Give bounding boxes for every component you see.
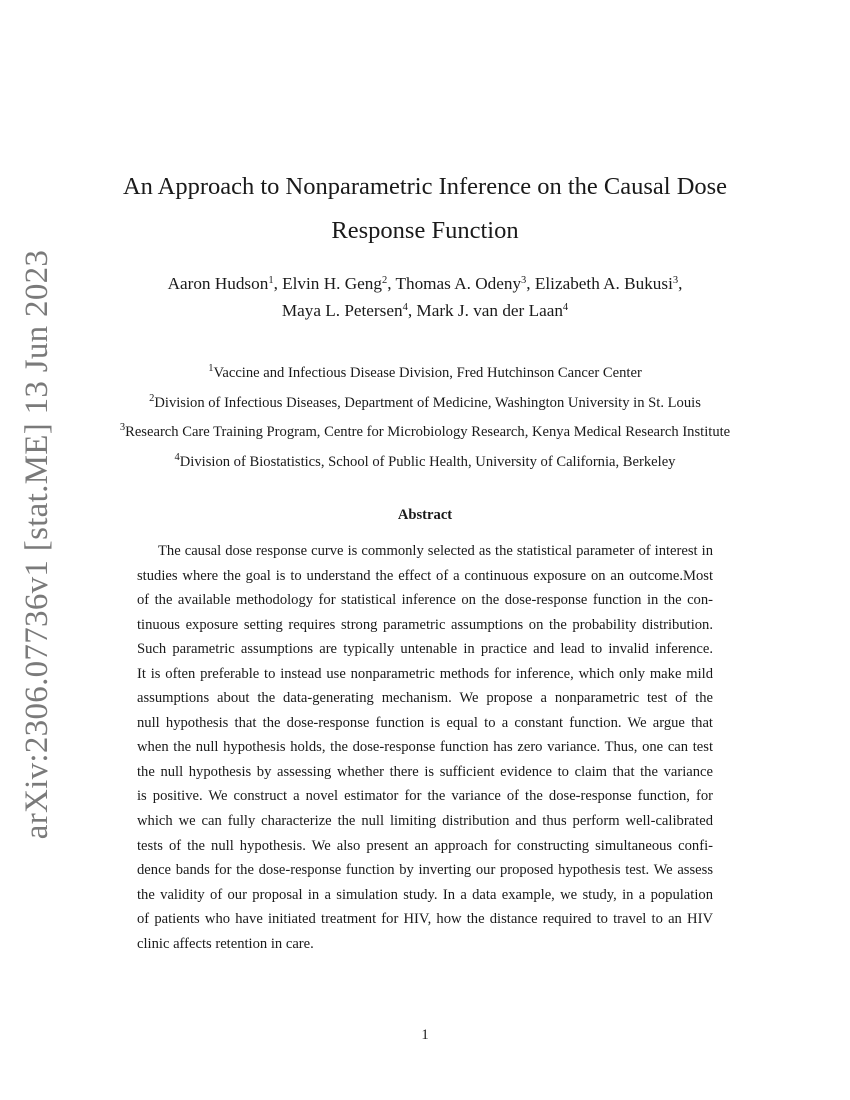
page-number: 1 [421, 1027, 429, 1043]
author-list [100, 270, 750, 324]
abstract-line: of the available methodology for statistical inference on the dose-response function in the con- [137, 592, 713, 609]
abstract-line: Such parametric assumptions are typically untenable in practice and lead to invalid inference. [137, 641, 713, 658]
author: Aaron Hudson$^1$, [167, 274, 283, 293]
title-line: An Approach to Nonparametric Inference on the Causal Dose [122, 173, 728, 200]
abstract-heading: Abstract [397, 507, 453, 523]
abstract-body [137, 539, 713, 956]
abstract-line: the null hypothesis by assessing whether there is sufficient evidence to claim that the variance [137, 763, 713, 780]
abstract-line: assumptions about the data-generating mechanism. We propose a nonparametric test of the [137, 690, 713, 707]
abstract-line: the validity of our proposal in a simulation study. In a data example, we study, in a population [137, 886, 713, 903]
abstract-line: of patients who have initiated treatment for HIV, how the distance required to travel to an HIV [137, 911, 713, 928]
author: Thomas A. Odeny$^3$, [395, 274, 535, 293]
abstract-line: which we can fully characterize the null limiting distribution and thus perform well-calibrated [137, 813, 713, 830]
author: Mark J. van der Laan$^4$ [416, 301, 569, 320]
abstract-line: studies where the goal is to understand the effect of a continuous exposure on an outcome.Most [137, 567, 713, 584]
abstract-line: tinuous exposure setting requires strong parametric assumptions on the probability distribution. [137, 616, 713, 633]
abstract-line: null hypothesis that the dose-response function is equal to a constant function. We argue that [137, 714, 713, 731]
affiliation: $^1$Vaccine and Infectious Disease Division, Fred Hutchinson Cancer Center [208, 363, 642, 381]
affiliation: $^2$Division of Infectious Diseases, Department of Medicine, Washington University in St. Louis [149, 392, 701, 411]
arxiv-stamp-text: arXiv:2306.07736v1 [stat.ME] 13 Jun 2023 [19, 249, 56, 839]
paper-title [100, 165, 750, 253]
abstract-line: The causal dose response curve is commonly selected as the statistical parameter of interest in [158, 543, 713, 559]
affiliation: $^4$Division of Biostatistics, School of Public Health, University of California, Berkeley [174, 451, 676, 470]
abstract-line: tests of the null hypothesis. We also present an approach for constructing simultaneous confi- [137, 837, 713, 854]
abstract-line: is positive. We construct a novel estimator for the variance of the dose-response function, for [137, 788, 713, 805]
abstract-line: dence bands for the dose-response function by inverting our proposed hypothesis test. We assess [137, 862, 713, 879]
abstract-line: when the null hypothesis holds, the dose-response function has zero variance. Thus, one can test [137, 739, 713, 756]
author: Elvin H. Geng$^2$, [282, 274, 396, 293]
affiliation-list [80, 359, 770, 477]
arxiv-identifier-stamp [12, 249, 64, 839]
title-line: Response Function [331, 217, 519, 244]
affiliation: $^3$Research Care Training Program, Centre for Microbiology Research, Kenya Medical Research Institute [119, 422, 731, 440]
abstract-line: clinic affects retention in care. [137, 935, 314, 952]
author: Maya L. Petersen$^4$, [281, 301, 417, 320]
author: Elizabeth A. Bukusi$^3$, [534, 274, 683, 293]
abstract-line: It is often preferable to instead use nonparametric methods for inference, which only make mild [137, 665, 713, 682]
